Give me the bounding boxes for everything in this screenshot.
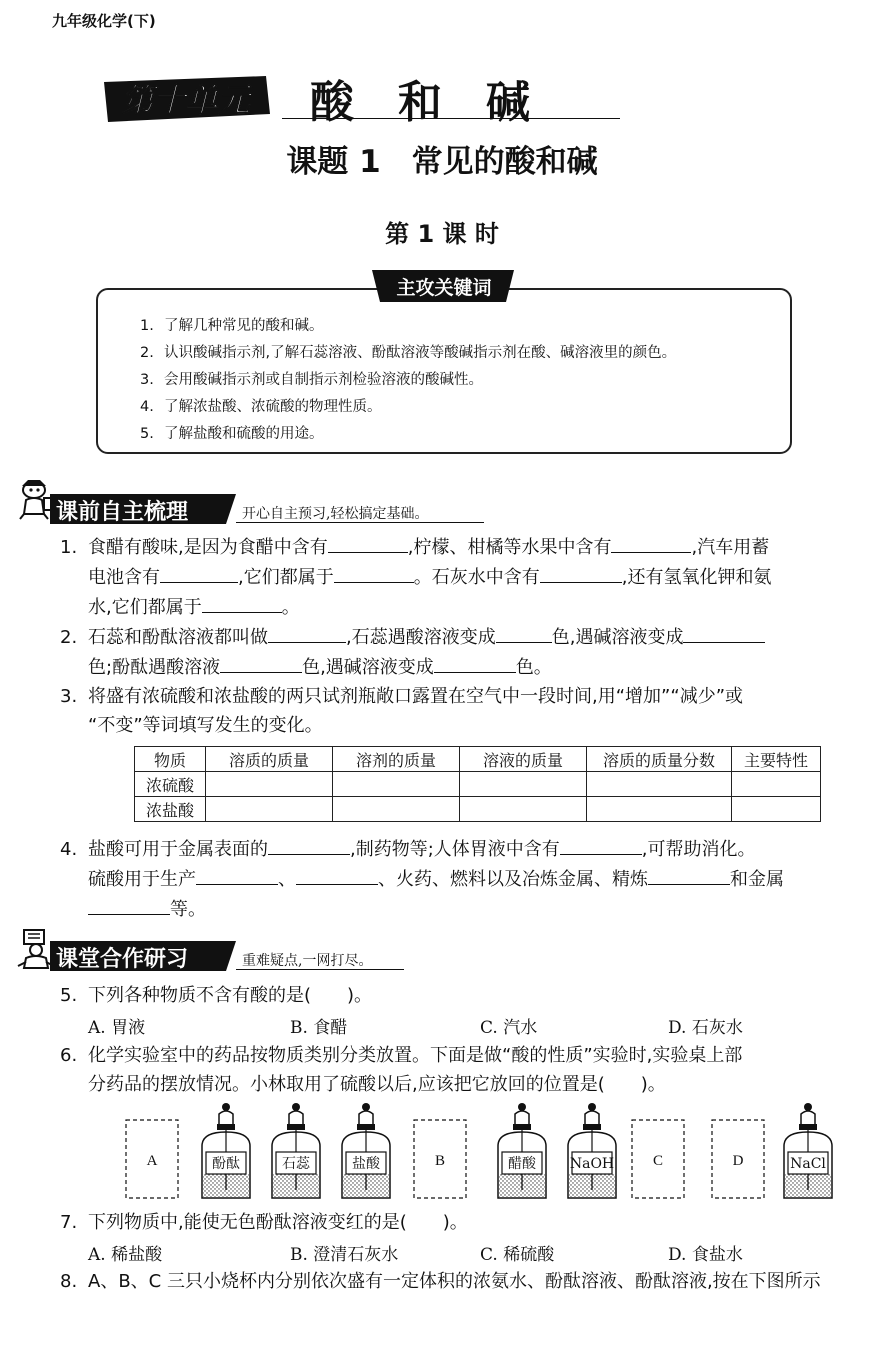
keywords-tag: 主攻关键词 [396, 277, 492, 299]
bottle-label: 石蕊 [282, 1156, 310, 1172]
slot-label: D [732, 1153, 744, 1169]
bottle-label: 醋酸 [508, 1156, 536, 1172]
reagent-bottle [498, 1103, 546, 1198]
table-cell[interactable] [333, 797, 460, 822]
reagent-bottle [568, 1103, 616, 1198]
empty-slot-C [632, 1120, 684, 1198]
table-header-row [135, 747, 821, 772]
question-5: 5. 下列各种物质不含有酸的是( )。 [60, 985, 373, 1006]
option-b[interactable]: B. 食醋 [290, 1018, 348, 1038]
answer-blank[interactable] [434, 652, 516, 673]
option-a[interactable]: A. 胃液 [88, 1018, 146, 1038]
table-row [135, 772, 821, 797]
option-d[interactable]: D. 石灰水 [668, 1018, 743, 1038]
answer-blank[interactable] [496, 622, 552, 643]
option-c[interactable]: C. 汽水 [480, 1018, 538, 1038]
reagent-bottle [272, 1103, 320, 1198]
section-subtitle-classwork: 重难疑点,一网打尽。 [242, 953, 373, 969]
answer-blank[interactable] [196, 864, 278, 885]
answer-blank[interactable] [540, 562, 622, 583]
bottle-label: NaOH [569, 1156, 615, 1172]
empty-slot-B [414, 1120, 466, 1198]
lesson-title: 课题 1 常见的酸和碱 [286, 144, 598, 180]
option-a[interactable]: A. 稀盐酸 [88, 1245, 163, 1265]
empty-slot-D [712, 1120, 764, 1198]
table-header: 主要特性 [732, 747, 821, 772]
question-8: 8. A、B、C 三只小烧杯内分别依次盛有一定体积的浓氨水、酚酞溶液、酚酞溶液,按在下图所示 [60, 1271, 821, 1292]
answer-blank[interactable] [611, 532, 691, 553]
table-cell[interactable] [333, 772, 460, 797]
reagent-bottle [784, 1103, 832, 1198]
answer-blank[interactable] [220, 652, 302, 673]
option-d[interactable]: D. 食盐水 [668, 1245, 743, 1265]
bottle-label: 盐酸 [352, 1156, 380, 1172]
section-subtitle-preview: 开心自主预习,轻松搞定基础。 [242, 506, 429, 522]
answer-blank[interactable] [268, 834, 350, 855]
answer-blank[interactable] [334, 562, 414, 583]
question-3: 3. 将盛有浓硫酸和浓盐酸的两只试剂瓶敞口露置在空气中一段时间,用“增加”“减少”或 “不变”等词填写发生的变化。 [60, 686, 744, 736]
answer-blank[interactable] [328, 532, 408, 553]
table-cell[interactable] [587, 797, 732, 822]
reagent-bottle [342, 1103, 390, 1198]
unit-badge [100, 74, 272, 124]
table-cell[interactable] [460, 772, 587, 797]
question-6: 6. 化学实验室中的药品按物质类别分类放置。下面是做“酸的性质”实验时,实验桌上部 分药品的摆放情况。小林取用了硫酸以后,应该把它放回的位置是( )。 [60, 1045, 743, 1095]
question-7: 7. 下列物质中,能使无色酚酞溶液变红的是( )。 [60, 1212, 468, 1233]
table-header: 溶质的质量分数 [587, 747, 732, 772]
page-header-grade: 九年级化学(下) [52, 12, 156, 30]
unit-badge-text: 第十单元 [121, 81, 251, 119]
slot-label: B [434, 1153, 446, 1169]
answer-blank[interactable] [296, 864, 378, 885]
section-title-classwork: 课堂合作研习 [56, 947, 189, 972]
option-c[interactable]: C. 稀硫酸 [480, 1245, 555, 1265]
answer-blank[interactable] [560, 834, 642, 855]
question-4: 4. 盐酸可用于金属表面的 ,制药物等;人体胃液中含有 ,可帮助消化。 硫酸用于生产 、 、火药、燃料以及冶炼金属、精炼 和金属 等。 [60, 834, 875, 924]
reagent-bottle [202, 1103, 250, 1198]
keyword-item: 5. 了解盐酸和硫酸的用途。 [140, 426, 324, 442]
keywords-list [140, 313, 676, 448]
answer-blank[interactable] [160, 562, 238, 583]
slot-label: A [146, 1153, 158, 1169]
answer-blank[interactable] [268, 622, 346, 643]
table-cell[interactable] [732, 772, 821, 797]
keyword-item: 4. 了解浓盐酸、浓硫酸的物理性质。 [140, 399, 382, 415]
properties-table [134, 746, 821, 822]
question-2: 2. 石蕊和酚酞溶液都叫做 ,石蕊遇酸溶液变成 色,遇碱溶液变成 色;酚酞遇酸溶液 色,遇碱溶液变成 色。 [60, 622, 875, 682]
table-row [135, 797, 821, 822]
unit-title: 酸和碱 [310, 77, 574, 128]
slot-label: C [652, 1153, 664, 1169]
table-cell[interactable] [460, 797, 587, 822]
empty-slot-A [126, 1120, 178, 1198]
bottle-label: NaCl [790, 1156, 826, 1172]
section-title-preview: 课前自主梳理 [56, 500, 189, 525]
answer-blank[interactable] [648, 864, 730, 885]
answer-blank[interactable] [202, 592, 282, 613]
table-cell[interactable] [732, 797, 821, 822]
unit-title-underline [282, 118, 620, 119]
keyword-item: 3. 会用酸碱指示剂或自制指示剂检验溶液的酸碱性。 [140, 372, 483, 388]
table-header: 物质 [135, 747, 206, 772]
bottle-label: 酚酞 [212, 1156, 240, 1172]
table-cell[interactable] [206, 797, 333, 822]
section-underline [236, 522, 484, 523]
table-header: 溶液的质量 [460, 747, 587, 772]
table-cell[interactable] [206, 772, 333, 797]
table-row-label: 浓硫酸 [135, 772, 206, 797]
lesson-period: 第 1 课 时 [385, 220, 499, 248]
keyword-item: 1. 了解几种常见的酸和碱。 [140, 318, 324, 334]
table-header: 溶剂的质量 [333, 747, 460, 772]
table-header: 溶质的质量 [206, 747, 333, 772]
keyword-item: 2. 认识酸碱指示剂,了解石蕊溶液、酚酞溶液等酸碱指示剂在酸、碱溶液里的颜色。 [140, 345, 677, 361]
section-underline [236, 969, 404, 970]
table-row-label: 浓盐酸 [135, 797, 206, 822]
table-cell[interactable] [587, 772, 732, 797]
option-b[interactable]: B. 澄清石灰水 [290, 1245, 399, 1265]
answer-blank[interactable] [683, 622, 765, 643]
question-1: 1. 食醋有酸味,是因为食醋中含有 ,柠檬、柑橘等水果中含有 ,汽车用蓄 电池含有 ,它们都属于 。石灰水中含有 ,还有氢氧化钾和氨 水,它们都属于 。 [60, 532, 875, 622]
answer-blank[interactable] [88, 894, 170, 915]
reagent-shelf-diagram [124, 1102, 834, 1202]
